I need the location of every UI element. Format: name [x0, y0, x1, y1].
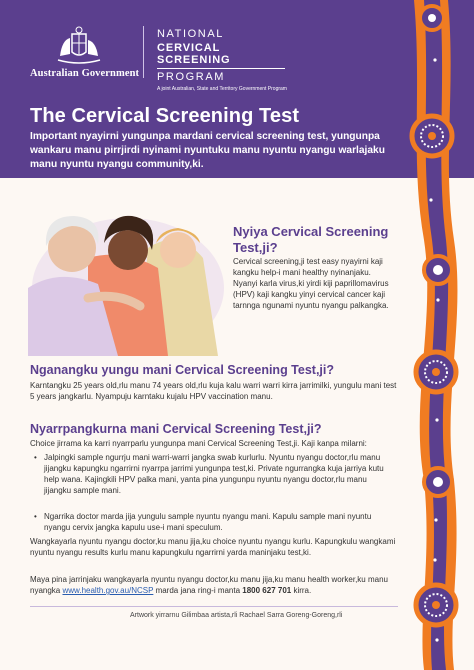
section1-heading: Nyiya Cervical Screening Test,ji? [233, 224, 389, 255]
choice-paragraph: Wangkayarla nyuntu nyangu doctor,ku manu jija,ku choice nyuntu nyangu kurlu. Kapungkulu wangkami nyuntu nyangu results kurlu manu kapungkulu ngarrirni yarda maninjaku test,ki. [30, 537, 396, 557]
page-title: The Cervical Screening Test [30, 105, 300, 127]
contact-paragraph [30, 574, 398, 596]
program-tagline: A joint Australian, State and Territory Government Program [157, 86, 287, 92]
phone-number: 1800 627 701 [242, 586, 292, 595]
section3-heading: Nyarrpangkurna mani Cervical Screening Test,ji? [30, 422, 322, 436]
program-line-2: CERVICAL SCREENING [157, 42, 285, 69]
footer-divider [30, 606, 398, 607]
bullet-icon: • [34, 512, 37, 521]
bullet-icon: • [34, 453, 37, 462]
program-line-1: NATIONAL [157, 28, 224, 40]
ncsp-website-link[interactable]: www.health.gov.au/NCSP [62, 586, 154, 595]
bullet-1-text: Jalpingki sample ngurrju mani warri-warri jangka swab kurlurlu. Nyuntu nyangu doctor,rlu manu jijangku kapungku ngarrirni nyarrpa jarrimi yungunpa test,ki. Private ngurrangka kuja jarriya kutu help wana. Kajingkili HPV palka mani, yanta pina yungunpu nyuntu nyangu doctor,rlu manu jijangku sample mani. [44, 453, 384, 495]
women-illustration [28, 188, 228, 356]
aboriginal-artwork-border [388, 0, 474, 670]
list-item [34, 452, 394, 496]
bullet-2-text: Ngarrika doctor marda jija yungulu sample nyuntu nyangu mani. Kapulu sample mani nyuntu nyangu cervix jangka kapulu use-i mani speculum. [44, 512, 372, 532]
contact-text-end: kirra. [291, 586, 312, 595]
coat-of-arms-icon [52, 26, 106, 66]
list-item [34, 511, 394, 533]
section1-body: Cervical screening,ji test easy nyayirni kaji kangku help-i mani healthy nyinanjaku. Nyanyi karla virus,ki yirdi kiji paprillomavirus (HPV) kaji kangku yinyi cervical cancer kaji tarnnga ngunami nyuntu nyangu palkangka. [233, 257, 389, 310]
contact-text-start: Maya pina jarrinjaku wangkayarla nyuntu nyangu doctor,ku manu jija,ku manu health worker,ku manu nyangka [30, 575, 388, 595]
artwork-credit: Artwork yirrarnu Gilimbaa artista,rli Rachael Sarra Goreng-Goreng,rli [130, 612, 343, 619]
program-line-3: PROGRAM [157, 71, 226, 83]
section2-heading: Nganangku yungu mani Cervical Screening Test,ji? [30, 363, 335, 377]
intro-text: Important nyayirni yungunpa mardani cervical screening test, yungunpa wankaru manu pirrjirdi nyinami nyuntuku manu nyuntu nyangu warlajaku manu nyuntu nyangu community,ki. [30, 131, 385, 170]
government-name: Australian Government [30, 68, 140, 79]
section2-body: Karntangku 25 years old,rlu manu 74 years old,rlu kuja kalu warri warri kirra jarrimilki, yungulu mani test 5 years jangkarlu. Nyampuju karntaku kujalu HPV vaccination manu. [30, 381, 397, 401]
header-divider [143, 26, 144, 78]
section3-body: Choice jirrama ka karri nyarrparlu yungunpa mani Cervical Screening Test,ji. Kaji kanpa milarni: [30, 439, 367, 448]
contact-text-middle: marda jana ring-i manta [153, 586, 243, 595]
program-logo [157, 28, 287, 92]
